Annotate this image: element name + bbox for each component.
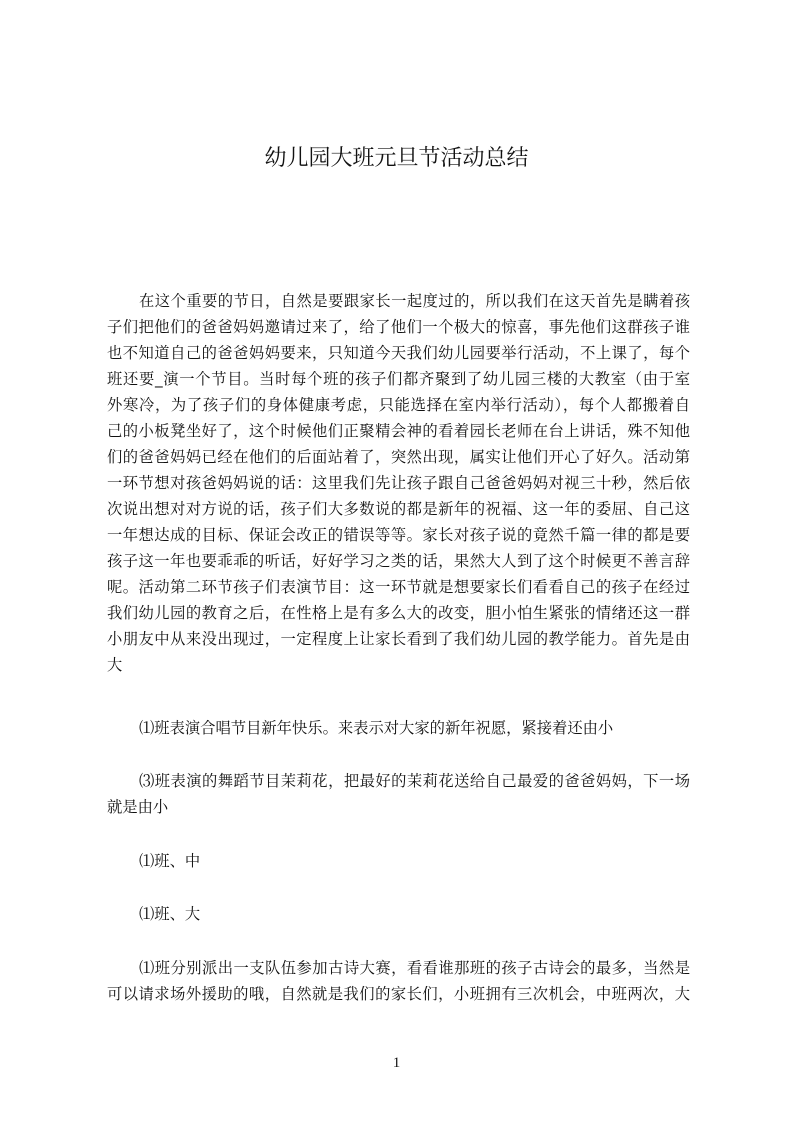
text-line: 呢。活动第二环节孩子们表演节目：这一环节就是想要家长们看看自己的孩子在经过 [107, 578, 690, 596]
text-line: 就是由小 [107, 798, 169, 816]
text-line: 在这个重要的节日，自然是要跟家长一起度过的，所以我们在这天首先是瞒着孩 [139, 292, 690, 310]
text-line: 孩子这一年也要乖乖的听话，好好学习之类的话，果然大人到了这个时候更不善言辞 [107, 552, 690, 570]
text-line: ⑶班表演的舞蹈节目茉莉花，把最好的茉莉花送给自己最爱的爸爸妈妈，下一场 [139, 772, 690, 790]
text-line: 也不知道自己的爸爸妈妈要来，只知道今天我们幼儿园要举行活动，不上课了，每个 [107, 344, 690, 362]
paragraph-2: ⑴班表演合唱节目新年快乐。来表示对大家的新年祝愿，紧接着还由小 [139, 719, 614, 737]
text-line: 小朋友中从来没出现过，一定程度上让家长看到了我们幼儿园的教学能力。首先是由 [107, 630, 690, 648]
text-line: 一环节想对孩爸妈妈说的话：这里我们先让孩子跟自己爸爸妈妈对视三十秒，然后依 [107, 474, 690, 492]
paragraph-4: ⑴班、中 [139, 852, 201, 870]
text-line: ⑴班分别派出一支队伍参加古诗大赛，看看谁那班的孩子古诗会的最多，当然是 [139, 959, 690, 977]
page-number: 1 [392, 1055, 401, 1071]
text-line: 次说出想对对方说的话，孩子们大多数说的都是新年的祝福、这一年的委屈、自己这 [107, 500, 690, 518]
text-line: 己的小板凳坐好了，这个时候他们正聚精会神的看着园长老师在台上讲话，殊不知他 [107, 422, 690, 440]
text-line: 可以请求场外援助的哦，自然就是我们的家长们，小班拥有三次机会，中班两次，大 [107, 985, 690, 1003]
text-line: 大 [107, 656, 123, 674]
text-line: 子们把他们的爸爸妈妈邀请过来了，给了他们一个极大的惊喜，事先他们这群孩子谁 [107, 318, 690, 336]
document-title: 幼儿园大班元旦节活动总结 [264, 146, 529, 171]
text-line: 们的爸爸妈妈已经在他们的后面站着了，突然出现，属实让他们开心了好久。活动第 [107, 448, 690, 466]
text-line: 我们幼儿园的教育之后，在性格上是有多么大的改变，胆小怕生紧张的情绪还这一群 [107, 604, 690, 622]
text-line: 一年想达成的目标、保证会改正的错误等等。家长对孩子说的竟然千篇一律的都是要 [107, 526, 690, 544]
paragraph-5: ⑴班、大 [139, 905, 201, 923]
text-line: 外寒冷，为了孩子们的身体健康考虑，只能选择在室内举行活动），每个人都搬着自 [107, 396, 690, 414]
text-line: 班还要_演一个节目。当时每个班的孩子们都齐聚到了幼儿园三楼的大教室（由于室 [107, 370, 690, 388]
